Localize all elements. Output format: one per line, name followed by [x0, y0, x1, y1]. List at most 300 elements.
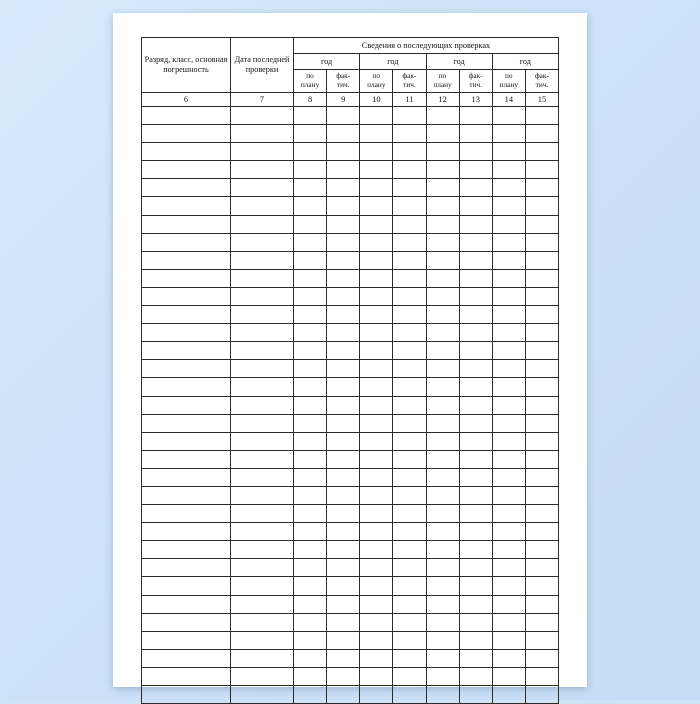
table-cell[interactable]	[492, 613, 525, 631]
table-cell[interactable]	[525, 541, 558, 559]
table-cell[interactable]	[492, 505, 525, 523]
table-cell[interactable]	[360, 306, 393, 324]
table-cell[interactable]	[327, 486, 360, 504]
table-cell[interactable]	[459, 287, 492, 305]
table-cell[interactable]	[426, 324, 459, 342]
table-cell[interactable]	[231, 251, 294, 269]
table-row[interactable]	[142, 613, 559, 631]
table-cell[interactable]	[492, 414, 525, 432]
table-cell[interactable]	[327, 306, 360, 324]
table-cell[interactable]	[294, 468, 327, 486]
table-cell[interactable]	[294, 414, 327, 432]
table-cell[interactable]	[459, 378, 492, 396]
table-cell[interactable]	[231, 414, 294, 432]
table-cell[interactable]	[294, 287, 327, 305]
table-row[interactable]	[142, 577, 559, 595]
table-cell[interactable]	[142, 631, 231, 649]
table-cell[interactable]	[142, 215, 231, 233]
table-cell[interactable]	[231, 686, 294, 704]
table-cell[interactable]	[426, 269, 459, 287]
table-row[interactable]	[142, 233, 559, 251]
table-cell[interactable]	[426, 197, 459, 215]
table-cell[interactable]	[525, 342, 558, 360]
table-cell[interactable]	[393, 595, 426, 613]
table-cell[interactable]	[360, 631, 393, 649]
table-cell[interactable]	[492, 631, 525, 649]
table-cell[interactable]	[327, 523, 360, 541]
table-cell[interactable]	[231, 559, 294, 577]
table-row[interactable]	[142, 107, 559, 125]
table-cell[interactable]	[393, 378, 426, 396]
table-cell[interactable]	[525, 414, 558, 432]
table-cell[interactable]	[231, 378, 294, 396]
table-cell[interactable]	[294, 613, 327, 631]
table-cell[interactable]	[393, 269, 426, 287]
table-cell[interactable]	[459, 233, 492, 251]
table-row[interactable]	[142, 179, 559, 197]
table-cell[interactable]	[360, 107, 393, 125]
table-cell[interactable]	[393, 613, 426, 631]
table-cell[interactable]	[426, 215, 459, 233]
table-cell[interactable]	[426, 251, 459, 269]
table-cell[interactable]	[492, 541, 525, 559]
table-cell[interactable]	[294, 107, 327, 125]
table-cell[interactable]	[459, 450, 492, 468]
table-cell[interactable]	[142, 613, 231, 631]
table-cell[interactable]	[294, 179, 327, 197]
table-cell[interactable]	[327, 541, 360, 559]
table-cell[interactable]	[142, 306, 231, 324]
table-cell[interactable]	[426, 306, 459, 324]
table-cell[interactable]	[459, 432, 492, 450]
table-cell[interactable]	[393, 541, 426, 559]
table-cell[interactable]	[459, 649, 492, 667]
table-cell[interactable]	[525, 432, 558, 450]
table-cell[interactable]	[525, 595, 558, 613]
table-cell[interactable]	[327, 396, 360, 414]
table-cell[interactable]	[327, 143, 360, 161]
table-cell[interactable]	[294, 595, 327, 613]
table-cell[interactable]	[426, 179, 459, 197]
table-cell[interactable]	[327, 360, 360, 378]
table-cell[interactable]	[360, 215, 393, 233]
table-cell[interactable]	[231, 179, 294, 197]
table-cell[interactable]	[327, 342, 360, 360]
table-cell[interactable]	[327, 667, 360, 685]
table-cell[interactable]	[459, 306, 492, 324]
table-cell[interactable]	[360, 360, 393, 378]
table-cell[interactable]	[231, 432, 294, 450]
table-row[interactable]	[142, 197, 559, 215]
table-cell[interactable]	[492, 468, 525, 486]
table-cell[interactable]	[525, 360, 558, 378]
table-cell[interactable]	[492, 161, 525, 179]
table-cell[interactable]	[142, 577, 231, 595]
table-cell[interactable]	[231, 486, 294, 504]
table-cell[interactable]	[459, 215, 492, 233]
table-cell[interactable]	[393, 161, 426, 179]
table-cell[interactable]	[360, 324, 393, 342]
table-cell[interactable]	[393, 306, 426, 324]
table-cell[interactable]	[142, 342, 231, 360]
table-cell[interactable]	[360, 523, 393, 541]
table-cell[interactable]	[492, 523, 525, 541]
table-cell[interactable]	[142, 649, 231, 667]
table-cell[interactable]	[294, 631, 327, 649]
table-cell[interactable]	[459, 523, 492, 541]
table-cell[interactable]	[231, 287, 294, 305]
table-cell[interactable]	[327, 559, 360, 577]
table-cell[interactable]	[459, 667, 492, 685]
table-cell[interactable]	[142, 486, 231, 504]
table-row[interactable]	[142, 306, 559, 324]
table-cell[interactable]	[360, 595, 393, 613]
table-cell[interactable]	[142, 107, 231, 125]
table-cell[interactable]	[327, 251, 360, 269]
table-cell[interactable]	[393, 559, 426, 577]
table-cell[interactable]	[426, 396, 459, 414]
table-cell[interactable]	[360, 486, 393, 504]
table-cell[interactable]	[294, 125, 327, 143]
table-cell[interactable]	[231, 233, 294, 251]
table-row[interactable]	[142, 450, 559, 468]
table-row[interactable]	[142, 251, 559, 269]
table-cell[interactable]	[426, 287, 459, 305]
table-cell[interactable]	[459, 179, 492, 197]
table-cell[interactable]	[426, 613, 459, 631]
table-cell[interactable]	[492, 287, 525, 305]
table-cell[interactable]	[426, 342, 459, 360]
table-cell[interactable]	[459, 197, 492, 215]
table-cell[interactable]	[426, 505, 459, 523]
table-cell[interactable]	[393, 686, 426, 704]
table-cell[interactable]	[231, 468, 294, 486]
table-cell[interactable]	[393, 215, 426, 233]
table-cell[interactable]	[142, 523, 231, 541]
table-cell[interactable]	[492, 667, 525, 685]
table-cell[interactable]	[492, 324, 525, 342]
table-cell[interactable]	[492, 215, 525, 233]
table-cell[interactable]	[426, 468, 459, 486]
table-cell[interactable]	[294, 686, 327, 704]
table-cell[interactable]	[142, 179, 231, 197]
table-cell[interactable]	[231, 161, 294, 179]
table-cell[interactable]	[360, 577, 393, 595]
table-cell[interactable]	[393, 450, 426, 468]
table-cell[interactable]	[294, 649, 327, 667]
table-cell[interactable]	[294, 396, 327, 414]
table-cell[interactable]	[294, 306, 327, 324]
table-cell[interactable]	[393, 107, 426, 125]
table-cell[interactable]	[360, 378, 393, 396]
table-cell[interactable]	[525, 179, 558, 197]
table-cell[interactable]	[294, 324, 327, 342]
table-cell[interactable]	[492, 378, 525, 396]
table-row[interactable]	[142, 396, 559, 414]
table-cell[interactable]	[393, 396, 426, 414]
table-cell[interactable]	[459, 396, 492, 414]
table-cell[interactable]	[525, 306, 558, 324]
table-cell[interactable]	[360, 505, 393, 523]
table-cell[interactable]	[360, 686, 393, 704]
table-cell[interactable]	[231, 360, 294, 378]
table-row[interactable]	[142, 432, 559, 450]
table-cell[interactable]	[142, 287, 231, 305]
table-cell[interactable]	[459, 468, 492, 486]
table-cell[interactable]	[525, 161, 558, 179]
table-cell[interactable]	[231, 269, 294, 287]
table-row[interactable]	[142, 595, 559, 613]
table-cell[interactable]	[492, 342, 525, 360]
table-cell[interactable]	[360, 287, 393, 305]
table-cell[interactable]	[142, 378, 231, 396]
table-cell[interactable]	[492, 143, 525, 161]
table-cell[interactable]	[492, 197, 525, 215]
table-cell[interactable]	[426, 559, 459, 577]
table-cell[interactable]	[426, 432, 459, 450]
table-cell[interactable]	[525, 396, 558, 414]
table-cell[interactable]	[426, 667, 459, 685]
table-cell[interactable]	[360, 125, 393, 143]
table-cell[interactable]	[426, 523, 459, 541]
table-cell[interactable]	[393, 523, 426, 541]
table-cell[interactable]	[525, 107, 558, 125]
table-cell[interactable]	[393, 631, 426, 649]
table-cell[interactable]	[393, 468, 426, 486]
table-cell[interactable]	[525, 125, 558, 143]
table-cell[interactable]	[231, 595, 294, 613]
table-cell[interactable]	[231, 215, 294, 233]
table-cell[interactable]	[294, 197, 327, 215]
table-cell[interactable]	[393, 251, 426, 269]
table-row[interactable]	[142, 342, 559, 360]
table-row[interactable]	[142, 324, 559, 342]
table-row[interactable]	[142, 378, 559, 396]
table-cell[interactable]	[327, 613, 360, 631]
table-cell[interactable]	[525, 486, 558, 504]
table-cell[interactable]	[492, 269, 525, 287]
table-cell[interactable]	[142, 450, 231, 468]
table-cell[interactable]	[327, 324, 360, 342]
table-cell[interactable]	[426, 649, 459, 667]
table-cell[interactable]	[142, 468, 231, 486]
table-cell[interactable]	[294, 378, 327, 396]
table-row[interactable]	[142, 414, 559, 432]
table-cell[interactable]	[294, 667, 327, 685]
table-row[interactable]	[142, 468, 559, 486]
table-cell[interactable]	[327, 577, 360, 595]
table-cell[interactable]	[360, 541, 393, 559]
table-cell[interactable]	[142, 414, 231, 432]
table-cell[interactable]	[459, 541, 492, 559]
table-cell[interactable]	[360, 179, 393, 197]
table-cell[interactable]	[142, 269, 231, 287]
table-cell[interactable]	[294, 251, 327, 269]
table-cell[interactable]	[492, 649, 525, 667]
table-cell[interactable]	[492, 450, 525, 468]
table-cell[interactable]	[360, 667, 393, 685]
table-cell[interactable]	[231, 143, 294, 161]
table-cell[interactable]	[327, 179, 360, 197]
table-cell[interactable]	[459, 595, 492, 613]
table-cell[interactable]	[426, 541, 459, 559]
table-cell[interactable]	[525, 233, 558, 251]
table-cell[interactable]	[525, 324, 558, 342]
table-cell[interactable]	[231, 649, 294, 667]
table-cell[interactable]	[393, 486, 426, 504]
table-cell[interactable]	[327, 269, 360, 287]
table-cell[interactable]	[294, 450, 327, 468]
table-cell[interactable]	[294, 143, 327, 161]
table-cell[interactable]	[459, 125, 492, 143]
table-cell[interactable]	[492, 306, 525, 324]
table-cell[interactable]	[426, 161, 459, 179]
table-cell[interactable]	[525, 269, 558, 287]
table-cell[interactable]	[525, 450, 558, 468]
table-cell[interactable]	[327, 468, 360, 486]
table-cell[interactable]	[360, 450, 393, 468]
table-cell[interactable]	[459, 686, 492, 704]
table-cell[interactable]	[492, 577, 525, 595]
table-cell[interactable]	[142, 233, 231, 251]
table-cell[interactable]	[525, 468, 558, 486]
table-cell[interactable]	[492, 432, 525, 450]
table-cell[interactable]	[360, 559, 393, 577]
table-cell[interactable]	[393, 360, 426, 378]
table-cell[interactable]	[294, 559, 327, 577]
table-cell[interactable]	[492, 179, 525, 197]
table-cell[interactable]	[426, 233, 459, 251]
table-cell[interactable]	[459, 505, 492, 523]
table-row[interactable]	[142, 686, 559, 704]
table-cell[interactable]	[294, 360, 327, 378]
table-cell[interactable]	[459, 342, 492, 360]
table-cell[interactable]	[360, 342, 393, 360]
table-cell[interactable]	[426, 360, 459, 378]
table-cell[interactable]	[327, 215, 360, 233]
table-cell[interactable]	[231, 631, 294, 649]
table-cell[interactable]	[327, 107, 360, 125]
table-cell[interactable]	[525, 251, 558, 269]
table-cell[interactable]	[231, 125, 294, 143]
table-cell[interactable]	[360, 269, 393, 287]
table-cell[interactable]	[142, 667, 231, 685]
table-row[interactable]	[142, 649, 559, 667]
table-cell[interactable]	[426, 631, 459, 649]
table-cell[interactable]	[294, 215, 327, 233]
table-cell[interactable]	[492, 251, 525, 269]
table-cell[interactable]	[525, 215, 558, 233]
table-cell[interactable]	[360, 468, 393, 486]
table-cell[interactable]	[142, 197, 231, 215]
table-row[interactable]	[142, 667, 559, 685]
table-row[interactable]	[142, 287, 559, 305]
table-cell[interactable]	[360, 143, 393, 161]
table-cell[interactable]	[327, 287, 360, 305]
table-cell[interactable]	[393, 667, 426, 685]
table-row[interactable]	[142, 269, 559, 287]
table-cell[interactable]	[525, 613, 558, 631]
table-cell[interactable]	[393, 505, 426, 523]
table-cell[interactable]	[327, 233, 360, 251]
table-cell[interactable]	[393, 324, 426, 342]
table-cell[interactable]	[327, 197, 360, 215]
table-cell[interactable]	[393, 414, 426, 432]
table-cell[interactable]	[426, 414, 459, 432]
table-cell[interactable]	[360, 613, 393, 631]
table-cell[interactable]	[294, 342, 327, 360]
table-cell[interactable]	[393, 143, 426, 161]
table-cell[interactable]	[294, 541, 327, 559]
table-cell[interactable]	[294, 269, 327, 287]
table-cell[interactable]	[459, 577, 492, 595]
table-cell[interactable]	[492, 686, 525, 704]
table-cell[interactable]	[525, 667, 558, 685]
table-cell[interactable]	[393, 432, 426, 450]
table-cell[interactable]	[231, 577, 294, 595]
table-cell[interactable]	[459, 414, 492, 432]
table-cell[interactable]	[142, 143, 231, 161]
table-cell[interactable]	[393, 649, 426, 667]
table-cell[interactable]	[525, 686, 558, 704]
table-cell[interactable]	[142, 324, 231, 342]
table-cell[interactable]	[525, 197, 558, 215]
table-cell[interactable]	[459, 324, 492, 342]
table-cell[interactable]	[360, 251, 393, 269]
table-cell[interactable]	[142, 432, 231, 450]
table-cell[interactable]	[492, 125, 525, 143]
table-cell[interactable]	[294, 523, 327, 541]
table-cell[interactable]	[393, 577, 426, 595]
table-cell[interactable]	[294, 505, 327, 523]
table-cell[interactable]	[294, 432, 327, 450]
table-cell[interactable]	[426, 378, 459, 396]
table-cell[interactable]	[231, 541, 294, 559]
table-cell[interactable]	[294, 486, 327, 504]
table-cell[interactable]	[459, 161, 492, 179]
table-cell[interactable]	[327, 595, 360, 613]
table-cell[interactable]	[459, 559, 492, 577]
table-cell[interactable]	[327, 378, 360, 396]
table-row[interactable]	[142, 215, 559, 233]
table-cell[interactable]	[231, 197, 294, 215]
table-cell[interactable]	[525, 649, 558, 667]
table-cell[interactable]	[142, 161, 231, 179]
table-cell[interactable]	[231, 505, 294, 523]
table-cell[interactable]	[360, 197, 393, 215]
table-row[interactable]	[142, 505, 559, 523]
table-cell[interactable]	[231, 324, 294, 342]
table-cell[interactable]	[459, 269, 492, 287]
table-cell[interactable]	[492, 360, 525, 378]
table-cell[interactable]	[459, 360, 492, 378]
table-cell[interactable]	[459, 251, 492, 269]
table-cell[interactable]	[142, 251, 231, 269]
table-cell[interactable]	[142, 396, 231, 414]
table-row[interactable]	[142, 143, 559, 161]
table-cell[interactable]	[525, 505, 558, 523]
table-cell[interactable]	[231, 396, 294, 414]
table-row[interactable]	[142, 631, 559, 649]
table-cell[interactable]	[231, 306, 294, 324]
table-row[interactable]	[142, 486, 559, 504]
table-cell[interactable]	[492, 486, 525, 504]
table-cell[interactable]	[327, 161, 360, 179]
table-row[interactable]	[142, 125, 559, 143]
table-cell[interactable]	[327, 686, 360, 704]
table-cell[interactable]	[142, 559, 231, 577]
table-cell[interactable]	[393, 197, 426, 215]
